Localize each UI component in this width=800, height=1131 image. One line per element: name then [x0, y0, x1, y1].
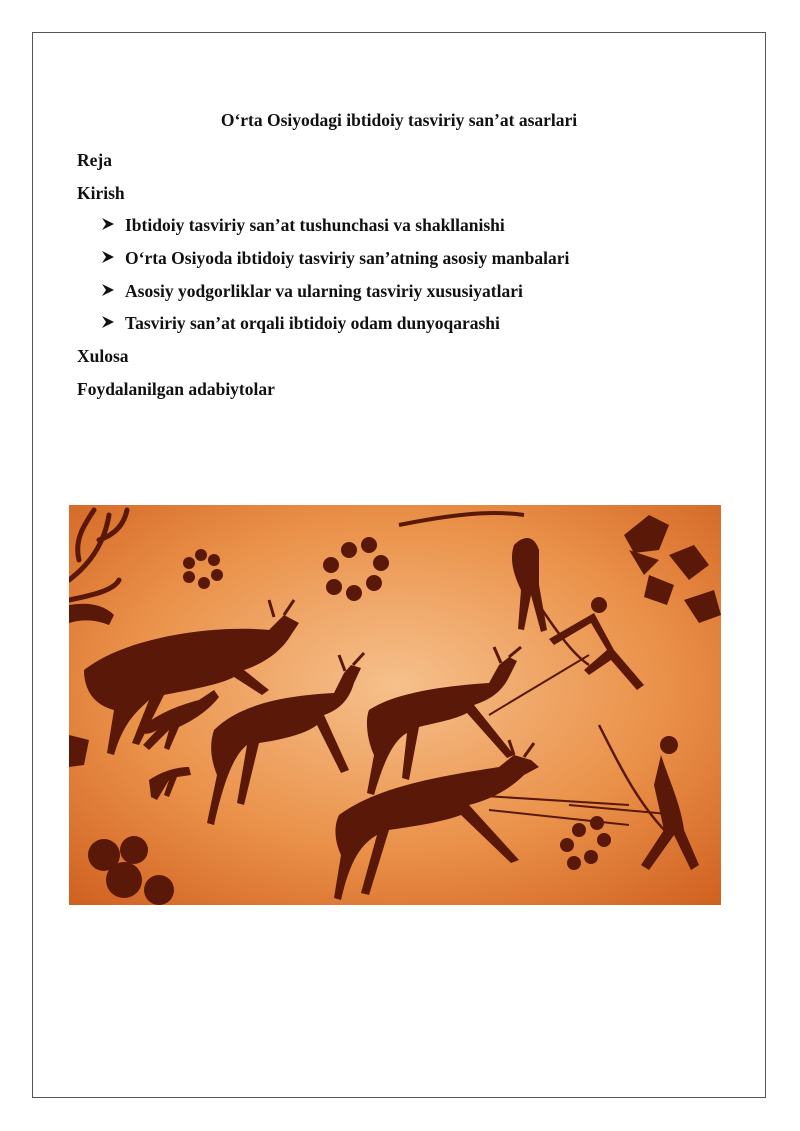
- plan-item-text: Ibtidoiy tasviriy san’at tushunchasi va shakllanishi: [125, 215, 505, 236]
- document-page: [32, 32, 766, 1098]
- references-heading: Foydalanilgan adabiytolar: [77, 378, 275, 399]
- plan-item: [77, 242, 727, 275]
- intro-heading: Kirish: [77, 182, 125, 203]
- plan-item: [77, 307, 727, 340]
- plan-item: [77, 209, 727, 242]
- arrowhead-bullet-icon: [101, 275, 125, 308]
- cave-painting-illustration: [69, 505, 721, 905]
- cave-painting-image: [69, 505, 721, 905]
- plan-item-text: Asosiy yodgorliklar va ularning tasviriy xususiyatlari: [125, 280, 523, 301]
- document-title: O‘rta Osiyodagi ibtidoiy tasviriy san’at asarlari: [220, 110, 578, 130]
- arrowhead-bullet-icon: [101, 209, 125, 242]
- arrowhead-bullet-icon: [101, 307, 125, 340]
- plan-item: [77, 275, 727, 308]
- plan-heading: Reja: [77, 150, 112, 170]
- conclusion-heading: Xulosa: [77, 346, 129, 367]
- arrowhead-bullet-icon: [101, 242, 125, 275]
- plan-item-text: O‘rta Osiyoda ibtidoiy tasviriy san’atning asosiy manbalari: [125, 248, 570, 269]
- plan-item-text: Tasviriy san’at orqali ibtidoiy odam dunyoqarashi: [125, 313, 500, 334]
- plan-section: [77, 144, 727, 406]
